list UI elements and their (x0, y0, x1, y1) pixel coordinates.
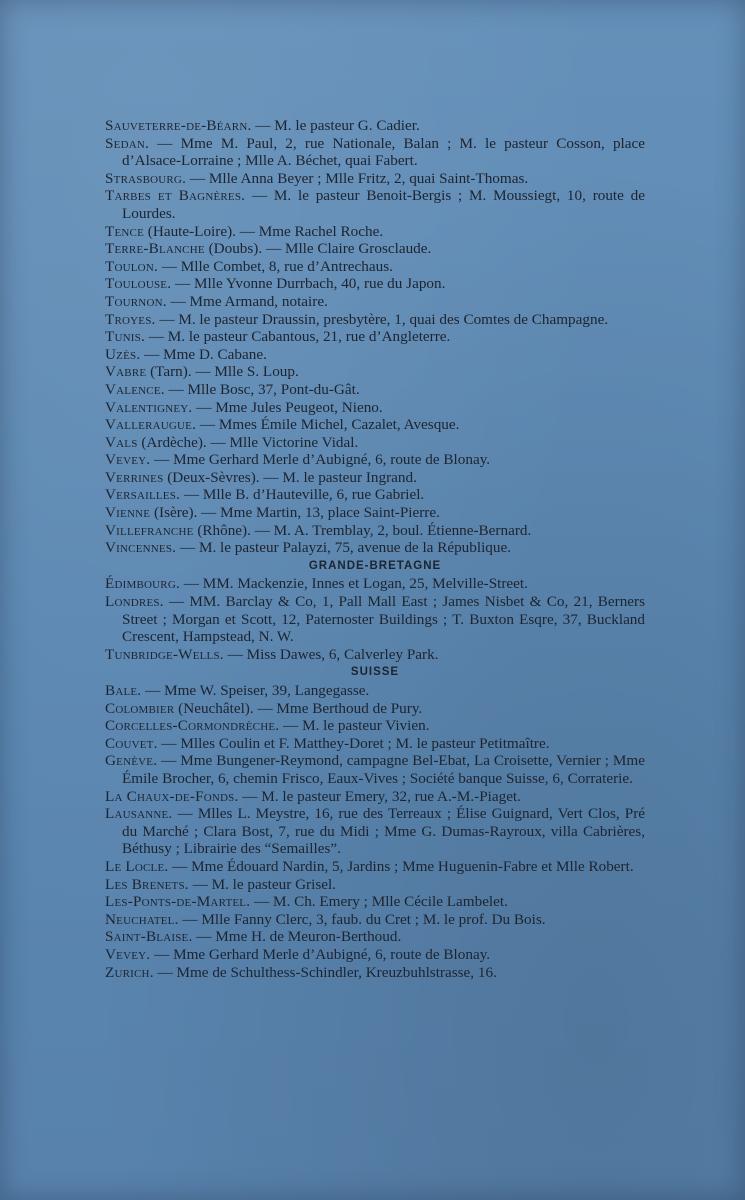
place-name: Vabre (105, 363, 147, 381)
entry-vals (105, 434, 645, 452)
entry-valentigney (105, 399, 645, 417)
place-name: Lausanne. (105, 805, 173, 823)
entry-details: — Mme Gerhard Merle d’Aubigné, 6, route de Blonay. (150, 945, 491, 963)
entry-details: — Mme Jules Peugeot, Nieno. (192, 398, 383, 416)
place-name: Sauveterre-de-Béarn. (105, 117, 252, 134)
entry-vincennes (105, 539, 645, 557)
entry-details: — Mme W. Speiser, 39, Langegasse. (141, 682, 370, 699)
entry-details: (Ardèche). — Mlle Victorine Vidal. (137, 433, 359, 451)
place-name: Tunis. (105, 328, 145, 346)
place-name: Toulouse. (105, 275, 172, 293)
entry-details: (Doubs). — Mlle Claire Grosclaude. (204, 240, 432, 258)
place-name: Villefranche (105, 521, 194, 539)
entry-details: (Isère). — Mme Martin, 13, place Saint-Pierre. (150, 504, 440, 522)
place-name: Londres. (105, 593, 164, 611)
entry-details: — M. le pasteur Vivien. (279, 717, 430, 735)
entry-details: — M. le pasteur Draussin, presbytère, 1, quai des Comtes de Champagne. (155, 310, 609, 328)
entry-sedan (105, 135, 645, 170)
entry-details: — Mme Édouard Nardin, 5, Jardins ; Mme Huguenin-Fabre et Mlle Robert. (168, 857, 634, 875)
section-heading-grande-bretagne: GRANDE-BRETAGNE (308, 559, 442, 572)
entry-tunbridge-wells (105, 646, 645, 664)
place-name: Terre-Blanche (105, 240, 205, 258)
entry-tunis (105, 328, 645, 346)
entry-les-brenets (105, 876, 645, 894)
entry-le-locle (105, 858, 645, 876)
entry-vevey-ch (105, 946, 645, 964)
place-name: Tarbes et Bagnères. (105, 187, 246, 205)
entry-saint-blaise (105, 928, 645, 946)
entry-details: — Mme Gerhard Merle d’Aubigné, 6, route de Blonay. (150, 451, 491, 469)
entry-details: — M. Ch. Emery ; Mlle Cécile Lambelet. (250, 893, 508, 911)
entry-details: — M. le pasteur Benoit-Bergis ; M. Moussiegt, 10, route de Lourdes. (122, 187, 646, 222)
section-heading-suisse: SUISSE (350, 666, 400, 679)
entry-details: — Mlle Combet, 8, rue d’Antrechaus. (157, 257, 393, 275)
entry-valence (105, 381, 645, 399)
entry-geneve (105, 752, 645, 787)
entry-details: — Mmes Émile Michel, Cazalet, Avesque. (196, 416, 460, 434)
entry-details: — Mme M. Paul, 2, rue Nationale, Balan ; M. le pasteur Cosson, place d’Alsace-Lorraine ; Mlle A. Béchet, quai Fabert. (122, 134, 645, 170)
entry-edimbourg (105, 575, 645, 593)
entry-valleraugue (105, 416, 645, 434)
entry-details: — Mme H. de Meuron-Berthoud. (192, 928, 402, 946)
entry-details: — M. le pasteur Cabantous, 21, rue d’Angleterre. (144, 328, 451, 346)
entry-details: (Haute-Loire). — Mme Rachel Roche. (144, 222, 384, 240)
entry-details: — M. le pasteur Grisel. (188, 875, 336, 893)
entry-sauveterre (105, 117, 645, 135)
entry-details: — Mme Bungener-Reymond, campagne Bel-Ebat, La Croisette, Vernier ; Mme Émile Brocher, 6, chemin Frisco, Eaux-Vives ; Société banque Suisse, 6, Corraterie. (122, 752, 645, 787)
entry-la-chaux-de-fonds (105, 788, 645, 806)
entry-villefranche (105, 522, 645, 540)
entry-tence (105, 223, 645, 241)
place-name: Tence (105, 222, 144, 240)
entry-bale (105, 682, 645, 700)
entry-tarbes (105, 187, 645, 222)
place-name: Valleraugue. (105, 416, 197, 434)
place-name: Bale. (105, 682, 142, 699)
entry-details: (Rhône). — M. A. Tremblay, 2, boul. Étienne-Bernard. (193, 521, 532, 539)
place-name: Les-Ponts-de-Martel. (105, 893, 251, 911)
place-name: Zurich. (105, 963, 154, 981)
entry-details: (Neuchâtel). — Mme Berthoud de Pury. (174, 699, 423, 717)
place-name: Genève. (105, 752, 158, 770)
place-name: Valentigney. (105, 398, 193, 416)
address-list (105, 117, 645, 981)
entry-details: (Tarn). — Mlle S. Loup. (146, 363, 299, 381)
place-name: Vevey. (105, 945, 151, 963)
place-name: Vals (105, 433, 138, 451)
place-name: Troyes. (105, 310, 156, 328)
place-name: Uzès. (105, 345, 141, 363)
place-name: Toulon. (105, 257, 158, 275)
entry-neuchatel (105, 911, 645, 929)
place-name: Corcelles-Cormondrèche. (105, 717, 280, 735)
place-name: Saint-Blaise. (105, 928, 193, 946)
entry-details: — Mlle B. d’Hauteville, 6, rue Gabriel. (180, 486, 425, 504)
entry-verrines (105, 469, 645, 487)
entry-strasbourg (105, 170, 645, 188)
entry-details: — Mme D. Cabane. (140, 345, 267, 363)
place-name: Neuchatel. (105, 910, 179, 928)
entry-details: — Miss Dawes, 6, Calverley Park. (223, 645, 439, 663)
place-name: La Chaux-de-Fonds. (105, 787, 239, 805)
entry-zurich (105, 964, 645, 982)
entry-details: — MM. Mackenzie, Innes et Logan, 25, Melville-Street. (179, 575, 528, 593)
place-name: Couvet. (105, 734, 158, 752)
place-name: Colombier (105, 699, 175, 717)
place-name: Les Brenets. (105, 875, 189, 893)
entry-vienne (105, 504, 645, 522)
entry-details: — M. le pasteur Emery, 32, rue A.-M.-Piaget. (238, 787, 521, 805)
entry-londres (105, 593, 645, 646)
entry-details: — Mlle Yvonne Durrbach, 40, rue du Japon. (171, 275, 446, 293)
entry-details: — MM. Barclay & Co, 1, Pall Mall East ; James Nisbet & Co, 21, Berners Street ; Morgan et Scott, 12, Paternoster Buildings ; T. Buxton Esqre, 37, Buckland Crescent, Hampstead, N. W. (122, 593, 645, 646)
place-name: Versailles. (105, 486, 181, 504)
entry-details: — Mlle Anna Beyer ; Mlle Fritz, 2, quai Saint-Thomas. (186, 169, 529, 187)
place-name: Vienne (105, 504, 151, 522)
entry-lausanne (105, 805, 645, 858)
entry-corcelles (105, 717, 645, 735)
place-name: Sedan. (105, 134, 149, 152)
place-name: Le Locle. (105, 857, 169, 875)
place-name: Vevey. (105, 451, 151, 469)
place-name: Tunbridge-Wells. (105, 645, 224, 663)
entry-tournon (105, 293, 645, 311)
entry-details: — Mlle Fanny Clerc, 3, faub. du Cret ; M. le prof. Du Bois. (178, 910, 546, 928)
entry-details: — Mme Armand, notaire. (166, 292, 328, 310)
entry-details: — M. le pasteur Palayzi, 75, avenue de la République. (176, 539, 512, 557)
entry-uzes (105, 346, 645, 364)
entry-details: — Mme de Schulthess-Schindler, Kreuzbuhlstrasse, 16. (153, 963, 497, 981)
place-name: Édimbourg. (105, 575, 180, 593)
place-name: Vincennes. (105, 539, 177, 557)
entry-les-ponts-de-martel (105, 893, 645, 911)
entry-couvet (105, 735, 645, 753)
place-name: Valence. (105, 380, 165, 398)
entry-vevey-fr (105, 451, 645, 469)
entry-toulon (105, 258, 645, 276)
entry-versailles (105, 486, 645, 504)
entry-details: — Mlles L. Meystre, 16, rue des Terreaux ; Élise Guignard, Vert Clos, Pré du Marché ; Clara Bost, 7, rue du Midi ; Mme G. Dumas-Rayroux, villa Cabrières, Béthusy ; Librairie des “Semailles”. (122, 805, 645, 858)
entry-vabre (105, 363, 645, 381)
place-name: Tournon. (105, 292, 167, 310)
entry-troyes (105, 311, 645, 329)
entry-toulouse (105, 275, 645, 293)
place-name: Verrines (105, 468, 164, 486)
place-name: Strasbourg. (105, 169, 187, 187)
entry-details: — Mlles Coulin et F. Matthey-Doret ; M. le pasteur Petitmaître. (157, 734, 550, 752)
entry-colombier (105, 700, 645, 718)
entry-terre-blanche (105, 240, 645, 258)
entry-details: — M. le pasteur G. Cadier. (251, 117, 420, 134)
entry-details: — Mlle Bosc, 37, Pont-du-Gât. (164, 380, 360, 398)
entry-details: (Deux-Sèvres). — M. le pasteur Ingrand. (163, 468, 417, 486)
